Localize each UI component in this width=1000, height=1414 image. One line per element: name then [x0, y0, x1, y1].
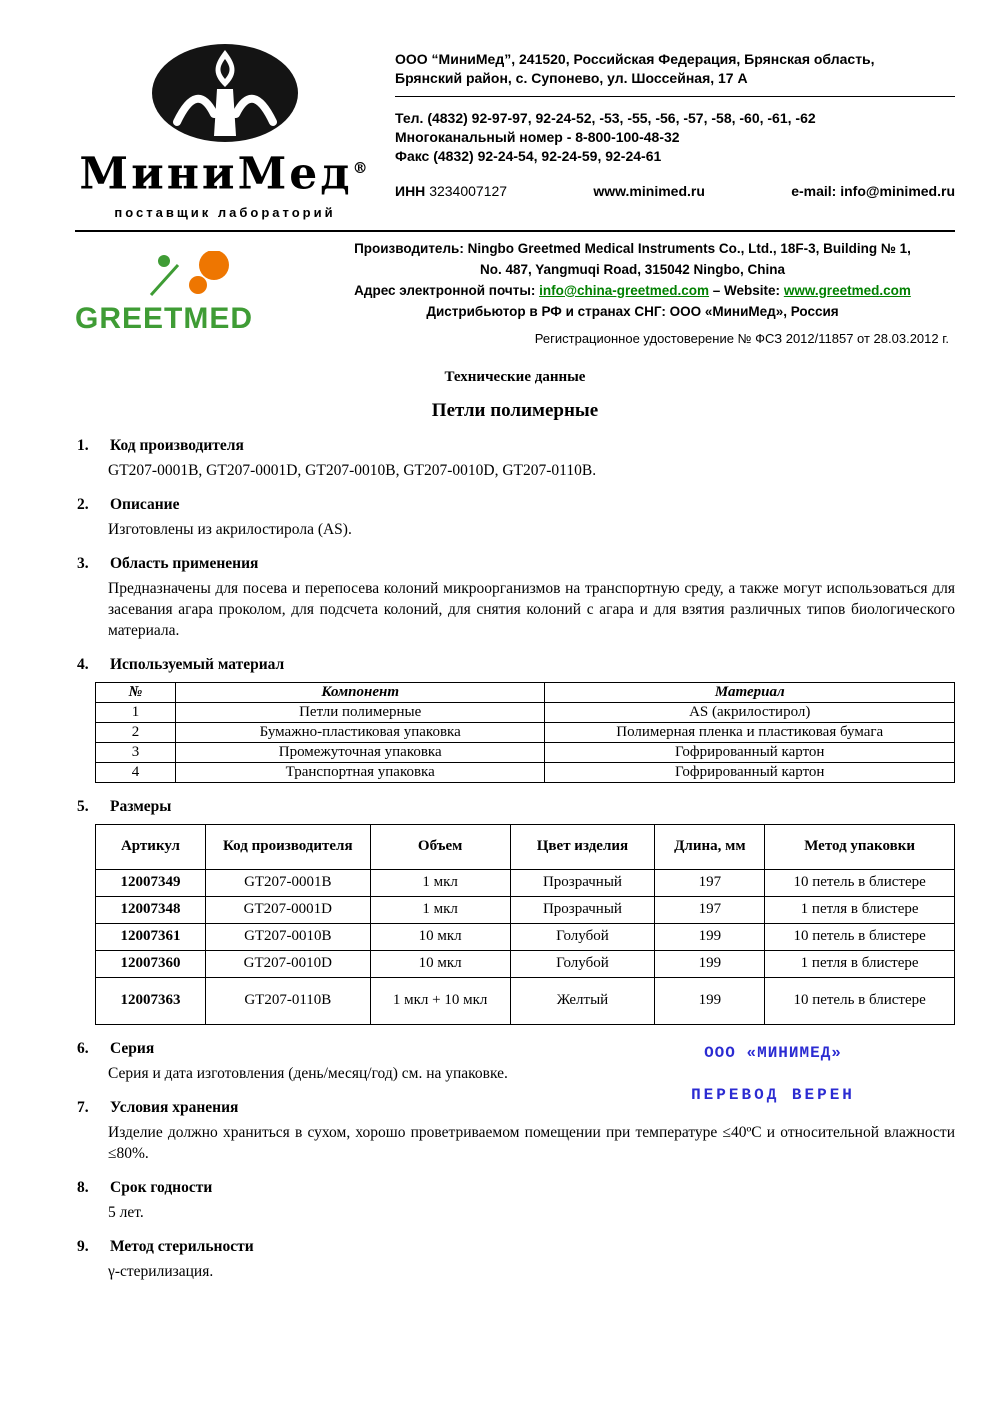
section-3-heading — [75, 555, 955, 573]
table-cell: 197 — [655, 896, 765, 923]
candle-flame-icon — [150, 42, 300, 144]
table-cell: 1 мкл — [370, 896, 510, 923]
header-contact — [395, 42, 955, 220]
inn-row — [395, 182, 955, 201]
section-8-title: Срок годности — [110, 1178, 213, 1196]
table-cell: Транспортная упаковка — [175, 762, 545, 782]
email-prefix: Адрес электронной почты: — [354, 282, 540, 298]
inn-value: 3234007127 — [429, 183, 508, 199]
section-series — [75, 1039, 955, 1104]
section-4-number: 4. — [77, 655, 89, 673]
table-cell: 2 — [96, 722, 176, 742]
section-2-heading — [75, 496, 955, 514]
manufacturer-contacts — [310, 280, 955, 301]
section-7-number: 7. — [77, 1098, 89, 1116]
company-phones — [395, 109, 955, 166]
table-cell: GT207-0001D — [205, 896, 370, 923]
section-materials — [75, 656, 955, 783]
minimed-logo — [75, 42, 375, 220]
section-9-title: Метод стерильности — [110, 1237, 254, 1255]
section-description — [75, 496, 955, 540]
table-cell: GT207-0110B — [205, 977, 370, 1024]
section-8-body: 5 лет. — [108, 1203, 144, 1221]
sizes-header-volume: Объем — [370, 824, 510, 869]
table-cell: 1 петля в блистере — [765, 896, 955, 923]
sizes-table-header-row — [96, 824, 955, 869]
table-cell: 12007348 — [96, 896, 206, 923]
table-cell: 199 — [655, 923, 765, 950]
section-8-number: 8. — [77, 1178, 89, 1196]
table-cell: 199 — [655, 977, 765, 1024]
section-6-number: 6. — [77, 1039, 89, 1057]
section-2-title: Описание — [110, 495, 180, 513]
sizes-header-packaging: Метод упаковки — [765, 824, 955, 869]
table-cell: 10 петель в блистере — [765, 869, 955, 896]
table-cell: 10 петель в блистере — [765, 923, 955, 950]
minimed-email: e-mail: info@minimed.ru — [791, 183, 955, 199]
phone-line-2: Многоканальный номер - 8-800-100-48-32 — [395, 129, 680, 145]
section-1-body: GT207-0001B, GT207-0001D, GT207-0010B, GT207-0010D, GT207-0110B. — [108, 461, 597, 479]
section-9-number: 9. — [77, 1237, 89, 1255]
section-1-heading — [75, 437, 955, 455]
table-cell: Бумажно-пластиковая упаковка — [175, 722, 545, 742]
table-cell: 10 мкл — [370, 950, 510, 977]
table-cell: 1 мкл — [370, 869, 510, 896]
minimed-website: www.minimed.ru — [593, 183, 705, 199]
greetmed-logo — [75, 251, 310, 336]
manufacturer-block — [75, 238, 955, 349]
material-header-num: № — [96, 682, 176, 702]
sizes-table — [95, 824, 955, 1025]
section-manufacturer-code — [75, 437, 955, 481]
brand-wordmark — [75, 144, 375, 199]
phone-line-1: Тел. (4832) 92-97-97, 92-24-52, -53, -55, -56, -57, -58, -60, -61, -62 — [395, 110, 816, 126]
section-9-heading — [75, 1238, 955, 1256]
table-cell: GT207-0001B — [205, 869, 370, 896]
section-5-number: 5. — [77, 797, 89, 815]
section-6-title: Серия — [110, 1039, 155, 1057]
section-3-body: Предназначены для посева и перепосева колоний микроорганизмов на транспортную среду, а также могут использоваться для засевания агара проколом, для подсчета колоний, для снятия колоний с агара и для взятия различных типов биологического материала. — [108, 579, 955, 639]
table-cell: Промежуточная упаковка — [175, 742, 545, 762]
sizes-header-code: Код производителя — [205, 824, 370, 869]
section-storage — [75, 1099, 955, 1164]
table-cell: GT207-0010D — [205, 950, 370, 977]
table-cell: 199 — [655, 950, 765, 977]
table-cell: Голубой — [510, 950, 655, 977]
company-address — [395, 50, 955, 97]
page-title: Петли полимерные — [431, 399, 599, 421]
table-cell: Прозрачный — [510, 896, 655, 923]
table-cell: 10 мкл — [370, 923, 510, 950]
section-4-title: Используемый материал — [110, 655, 285, 673]
manufacturer-text — [310, 238, 955, 349]
table-row — [96, 869, 955, 896]
table-cell: Полимерная пленка и пластиковая бумага — [545, 722, 955, 742]
sizes-header-color: Цвет изделия — [510, 824, 655, 869]
table-cell: Гофрированный картон — [545, 762, 955, 782]
table-row — [96, 950, 955, 977]
inn-label: ИНН — [395, 183, 426, 199]
material-header-component: Компонент — [175, 682, 545, 702]
section-sizes — [75, 798, 955, 1025]
distributor-line: Дистрибьютор в РФ и странах СНГ: ООО «МиниМед», Россия — [426, 303, 839, 319]
website-separator: – Website: — [709, 282, 784, 298]
table-cell: AS (акрилостирол) — [545, 702, 955, 722]
table-cell: 1 — [96, 702, 176, 722]
stamp-certified: ПЕРЕВОД ВЕРЕН — [691, 1085, 855, 1104]
inn — [395, 182, 507, 201]
section-1-title: Код производителя — [110, 436, 244, 454]
header — [75, 42, 955, 220]
table-cell: 12007349 — [96, 869, 206, 896]
section-sterility — [75, 1238, 955, 1282]
section-5-title: Размеры — [110, 797, 172, 815]
section-shelf-life — [75, 1179, 955, 1223]
section-8-heading — [75, 1179, 955, 1197]
stamp-company: ООО «МИНИМЕД» — [704, 1043, 842, 1062]
table-cell: 1 мкл + 10 мкл — [370, 977, 510, 1024]
registered-mark: ® — [352, 159, 371, 177]
fax-line: Факс (4832) 92-24-54, 92-24-59, 92-24-61 — [395, 148, 662, 164]
section-2-body: Изготовлены из акрилостирола (AS). — [108, 520, 352, 538]
address-line-1: ООО “МиниМед”, 241520, Российская Федерация, Брянская область, — [395, 51, 875, 67]
table-row — [96, 896, 955, 923]
table-cell: 10 петель в блистере — [765, 977, 955, 1024]
greetmed-wordmark: GREETMED — [75, 301, 254, 335]
table-row — [96, 742, 955, 762]
table-cell: 3 — [96, 742, 176, 762]
sizes-header-length: Длина, мм — [655, 824, 765, 869]
greetmed-email-link[interactable]: info@china-greetmed.com — [539, 282, 710, 298]
table-cell: Голубой — [510, 923, 655, 950]
section-2-number: 2. — [77, 495, 89, 513]
section-4-heading — [75, 656, 955, 674]
section-9-body: γ-стерилизация. — [108, 1262, 214, 1280]
table-row — [96, 923, 955, 950]
section-6-body: Серия и дата изготовления (день/месяц/год) см. на упаковке. — [108, 1064, 508, 1082]
section-5-heading — [75, 798, 955, 816]
doc-subtitle: Технические данные — [444, 368, 586, 385]
table-cell: Прозрачный — [510, 869, 655, 896]
table-row — [96, 702, 955, 722]
table-cell: 12007360 — [96, 950, 206, 977]
brand-name: МиниМед — [79, 148, 353, 200]
table-cell: Гофрированный картон — [545, 742, 955, 762]
table-cell: 12007363 — [96, 977, 206, 1024]
table-cell: 197 — [655, 869, 765, 896]
manufacturer-line-2: No. 487, Yangmuqi Road, 315042 Ningbo, China — [479, 261, 786, 277]
greetmed-dots-icon — [75, 251, 305, 297]
material-table — [95, 682, 955, 783]
section-7-title: Условия хранения — [110, 1098, 239, 1116]
section-application — [75, 555, 955, 641]
address-line-2: Брянский район, с. Супонево, ул. Шоссейная, 17 А — [395, 70, 748, 86]
registration-line: Регистрационное удостоверение № ФСЗ 2012/11857 от 28.03.2012 г. — [534, 330, 949, 346]
greetmed-website-link[interactable]: www.greetmed.com — [783, 282, 911, 298]
sizes-header-article: Артикул — [96, 824, 206, 869]
table-cell: 1 петля в блистере — [765, 950, 955, 977]
brand-tagline: поставщик лабораторий — [114, 204, 336, 220]
section-3-title: Область применения — [110, 554, 259, 572]
table-row — [96, 977, 955, 1024]
section-1-number: 1. — [77, 436, 89, 454]
section-7-body: Изделие должно храниться в сухом, хорошо проветриваемом помещении при температуре ≤40ºС и относительной влажности ≤80%. — [108, 1123, 955, 1162]
material-header-material: Материал — [545, 682, 955, 702]
table-cell: 12007361 — [96, 923, 206, 950]
material-table-header-row — [96, 682, 955, 702]
table-cell: GT207-0010B — [205, 923, 370, 950]
manufacturer-line-1: Производитель: Ningbo Greetmed Medical Instruments Co., Ltd., 18F-3, Building № 1, — [354, 240, 911, 256]
table-cell: 4 — [96, 762, 176, 782]
translation-stamp — [673, 1044, 873, 1104]
table-cell: Желтый — [510, 977, 655, 1024]
section-3-number: 3. — [77, 554, 89, 572]
header-divider — [75, 230, 955, 232]
table-row — [96, 762, 955, 782]
table-cell: Петли полимерные — [175, 702, 545, 722]
table-row — [96, 722, 955, 742]
